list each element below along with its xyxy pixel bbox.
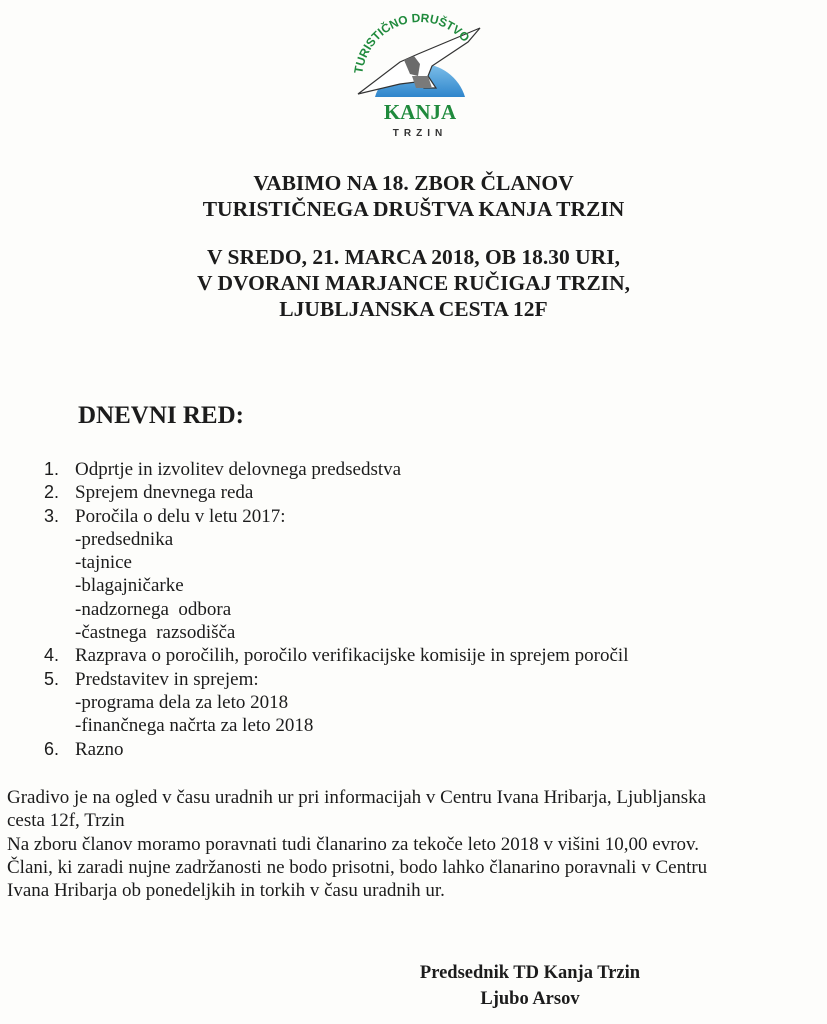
agenda-item <box>44 505 628 528</box>
logo-name: KANJA <box>383 100 457 124</box>
agenda-item-number: 3. <box>44 505 60 526</box>
agenda-item <box>44 644 628 667</box>
buzzard-bird-icon <box>340 2 500 142</box>
agenda-item-text: Razno <box>75 738 124 760</box>
signature-block <box>380 960 680 1012</box>
agenda-subitem: -blagajničarke <box>75 575 184 597</box>
agenda-item-text: Predstavitev in sprejem: <box>75 668 259 690</box>
agenda-list <box>44 458 628 761</box>
agenda-item <box>44 481 628 504</box>
event-details <box>0 244 827 322</box>
agenda-item-number: 2. <box>44 482 60 503</box>
absent-members-note-line-2: Ivana Hribarja ob ponedeljkih in torkih v času uradnih ur. <box>7 880 445 902</box>
signature-role: Predsednik TD Kanja Trzin <box>419 963 641 983</box>
agenda-item-text: Razprava o poročilih, poročilo verifikacijske komisije in sprejem poročil <box>75 645 629 667</box>
invitation-title <box>0 170 827 222</box>
materials-note-line-2: cesta 12f, Trzin <box>7 810 125 832</box>
agenda-item-text: Odprtje in izvolitev delovnega predsedstva <box>75 459 402 480</box>
event-address: LJUBLJANSKA CESTA 12F <box>279 297 548 321</box>
logo-place: TRZIN <box>392 128 448 139</box>
materials-note-line-1: Gradivo je na ogled v času uradnih ur pri informacijah v Centru Ivana Hribarja, Ljubljanska <box>7 787 707 808</box>
title-line-1: VABIMO NA 18. ZBOR ČLANOV <box>253 171 574 195</box>
agenda-item-text: Poročila o delu v letu 2017: <box>75 505 286 527</box>
notes <box>7 786 822 902</box>
agenda-item-number: 4. <box>44 645 60 666</box>
logo <box>340 2 500 142</box>
agenda-subitem: -finančnega načrta za leto 2018 <box>75 715 314 737</box>
event-venue: V DVORANI MARJANCE RUČIGAJ TRZIN, <box>197 271 630 295</box>
agenda-item-text: Sprejem dnevnega reda <box>75 482 254 504</box>
agenda-subitem: -tajnice <box>75 552 132 574</box>
agenda-subitem: -častnega razsodišča <box>75 622 236 644</box>
logo-arc-text: TURISTIČNO DRUŠTVO <box>351 10 473 75</box>
agenda-item <box>44 668 628 691</box>
agenda-subitem: -programa dela za leto 2018 <box>75 691 289 713</box>
agenda-item-number: 1. <box>44 459 60 479</box>
title-line-2: TURISTIČNEGA DRUŠTVA KANJA TRZIN <box>202 197 625 221</box>
membership-fee-note: Na zboru članov moramo poravnati tudi članarino za tekoče leto 2018 v višini 10,00 evrov. <box>7 833 700 855</box>
agenda-item <box>44 738 628 761</box>
agenda-item-number: 5. <box>44 668 60 689</box>
agenda-subitem: -nadzornega odbora <box>75 598 232 620</box>
signature-name: Ljubo Arsov <box>480 989 580 1009</box>
agenda-heading: DNEVNI RED: <box>78 402 244 429</box>
agenda-item <box>44 458 628 481</box>
agenda-item-number: 6. <box>44 738 60 759</box>
agenda-subitem: -predsednika <box>75 528 174 550</box>
absent-members-note-line-1: Člani, ki zaradi nujne zadržanosti ne bodo prisotni, bodo lahko članarino poravnali v Centru <box>7 856 708 878</box>
event-date-time: V SREDO, 21. MARCA 2018, OB 18.30 URI, <box>207 245 620 269</box>
